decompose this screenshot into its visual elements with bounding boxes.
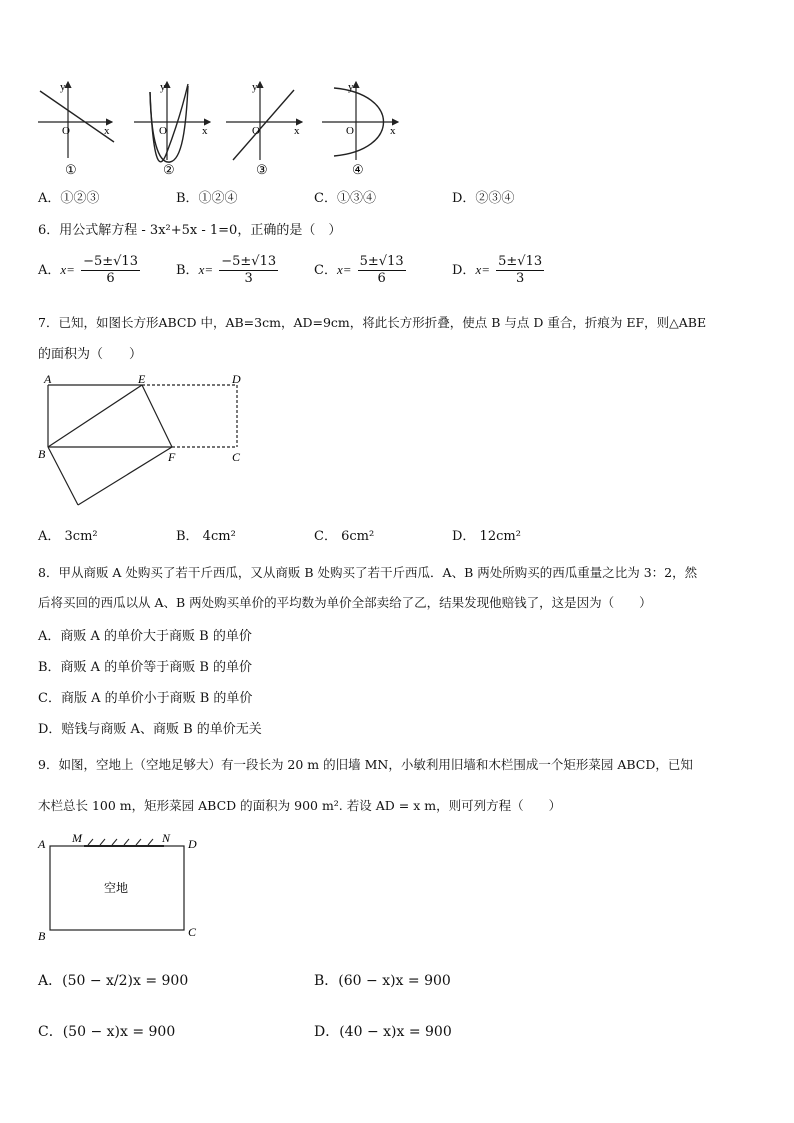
q7-stem-line2: 的面积为（ ） bbox=[38, 347, 143, 362]
q6-d-num: 5±√13 bbox=[498, 254, 543, 269]
q7-label-b: B bbox=[38, 447, 46, 461]
q7-label-d: D bbox=[232, 372, 241, 386]
g3-o: O bbox=[252, 125, 260, 137]
q9-label-c: C bbox=[188, 925, 197, 939]
graph-3 bbox=[226, 81, 302, 177]
q7-option-c[interactable]: C． 6cm² bbox=[314, 529, 375, 544]
q8-option-a[interactable]: A．商贩 A 的单价大于商贩 B 的单价 bbox=[38, 629, 252, 644]
graph-2 bbox=[134, 81, 210, 177]
g1-label: ① bbox=[65, 162, 77, 177]
q7-option-a[interactable]: A． 3cm² bbox=[38, 529, 98, 544]
q7-label-f: F bbox=[168, 450, 176, 464]
q7-option-b[interactable]: B． 4cm² bbox=[176, 529, 236, 544]
q9-stem-line2: 木栏总长 100 m，矩形菜园 ABCD 的面积为 900 m². 若设 AD = x m，则可列方程（ ） bbox=[38, 798, 562, 813]
q9-option-c[interactable]: C．(50 − x)x = 900 bbox=[38, 1024, 176, 1040]
q6-b-num: −5±√13 bbox=[221, 254, 277, 269]
q6-c-var: x= bbox=[336, 262, 352, 277]
graph-1 bbox=[38, 81, 114, 177]
q9-stem-line1: 9．如图，空地上（空地足够大）有一段长为 20 m 的旧墙 MN，小敏利用旧墙和木栏围成一个矩形菜园 ABCD，已知 bbox=[38, 757, 693, 772]
q9-label-n: N bbox=[162, 831, 171, 845]
q6-c-num: 5±√13 bbox=[359, 254, 404, 269]
g4-label: ④ bbox=[352, 162, 364, 177]
q7-label-c: C bbox=[232, 450, 241, 464]
q6-option-b[interactable] bbox=[176, 254, 278, 287]
g3-x: x bbox=[294, 125, 300, 137]
q6-option-a[interactable] bbox=[38, 254, 140, 287]
g2-label: ② bbox=[163, 162, 175, 177]
q5-graphs bbox=[30, 78, 410, 178]
q9-figure bbox=[34, 828, 214, 946]
q9-option-d[interactable]: D．(40 − x)x = 900 bbox=[314, 1024, 452, 1040]
q6-d-var: x= bbox=[475, 262, 490, 277]
q5-option-a[interactable]: A．①②③ bbox=[38, 191, 100, 206]
g2-x: x bbox=[202, 125, 208, 137]
q8-option-c[interactable]: C．商版 A 的单价小于商贩 B 的单价 bbox=[38, 691, 253, 706]
q7-option-d[interactable]: D． 12cm² bbox=[452, 529, 521, 544]
q6-stem: 6．用公式解方程 - 3x²+5x - 1=0，正确的是（ ） bbox=[38, 223, 342, 238]
q6-option-d[interactable] bbox=[452, 254, 544, 287]
q6-b-letter: B． bbox=[176, 263, 199, 278]
q5-option-d[interactable]: D．②③④ bbox=[452, 191, 515, 206]
q5-option-c[interactable]: C．①③④ bbox=[314, 191, 376, 206]
q8-stem-line2: 后将买回的西瓜以从 A、B 两处购买单价的平均数为单价全部卖给了乙，结果发现他赔钱了，这是因为（ ） bbox=[38, 595, 652, 610]
q9-label-d: D bbox=[188, 837, 197, 851]
g1-x: x bbox=[104, 125, 110, 137]
q6-option-c[interactable] bbox=[314, 254, 406, 287]
q8-option-d[interactable]: D．赔钱与商贩 A、商贩 B 的单价无关 bbox=[38, 722, 262, 737]
g2-o: O bbox=[159, 125, 167, 137]
q6-b-frac bbox=[219, 254, 278, 287]
q7-figure bbox=[34, 370, 254, 512]
q6-a-frac bbox=[81, 254, 140, 287]
q9-option-a[interactable]: A．(50 − x/2)x = 900 bbox=[38, 973, 189, 989]
q6-b-den: 3 bbox=[244, 271, 253, 286]
q6-b-var: x= bbox=[198, 262, 214, 277]
g3-label: ③ bbox=[256, 162, 268, 177]
g1-y: y bbox=[60, 81, 66, 93]
q5-option-b[interactable]: B．①②④ bbox=[176, 191, 238, 206]
q8-option-b[interactable]: B．商贩 A 的单价等于商贩 B 的单价 bbox=[38, 660, 253, 675]
q9-label-a: A bbox=[38, 837, 46, 851]
q6-a-den: 6 bbox=[106, 271, 115, 286]
g4-y: y bbox=[348, 81, 354, 93]
q6-d-frac bbox=[496, 254, 544, 287]
q9-option-b[interactable]: B．(60 − x)x = 900 bbox=[314, 973, 451, 989]
g4-o: O bbox=[346, 125, 354, 137]
graph-4 bbox=[322, 81, 398, 177]
q6-c-letter: C． bbox=[314, 263, 337, 278]
q6-a-var: x= bbox=[60, 262, 75, 277]
q6-a-letter: A． bbox=[38, 263, 61, 278]
q9-label-b: B bbox=[38, 929, 46, 943]
q9-label-m: M bbox=[72, 831, 82, 845]
q8-stem-line1: 8．甲从商贩 A 处购买了若干斤西瓜，又从商贩 B 处购买了若干斤西瓜．A、B 两处所购买的西瓜重量之比为 3：2，然 bbox=[38, 565, 698, 580]
g3-y: y bbox=[252, 81, 258, 93]
q7-label-a: A bbox=[44, 372, 52, 386]
g2-y: y bbox=[160, 81, 166, 93]
q6-d-letter: D． bbox=[452, 263, 476, 278]
q6-c-frac bbox=[358, 254, 406, 287]
g1-o: O bbox=[62, 125, 70, 137]
q9-label-center: 空地 bbox=[104, 881, 129, 895]
q7-stem-line1: 7．已知，如图长方形ABCD 中，AB=3cm，AD=9cm，将此长方形折叠，使点 B 与点 D 重合，折痕为 EF，则△ABE bbox=[38, 315, 707, 330]
q6-a-num: −5±√13 bbox=[83, 254, 138, 269]
q6-c-den: 6 bbox=[377, 271, 386, 286]
g4-x: x bbox=[390, 125, 396, 137]
q7-label-e: E bbox=[138, 372, 146, 386]
q6-d-den: 3 bbox=[515, 271, 525, 286]
